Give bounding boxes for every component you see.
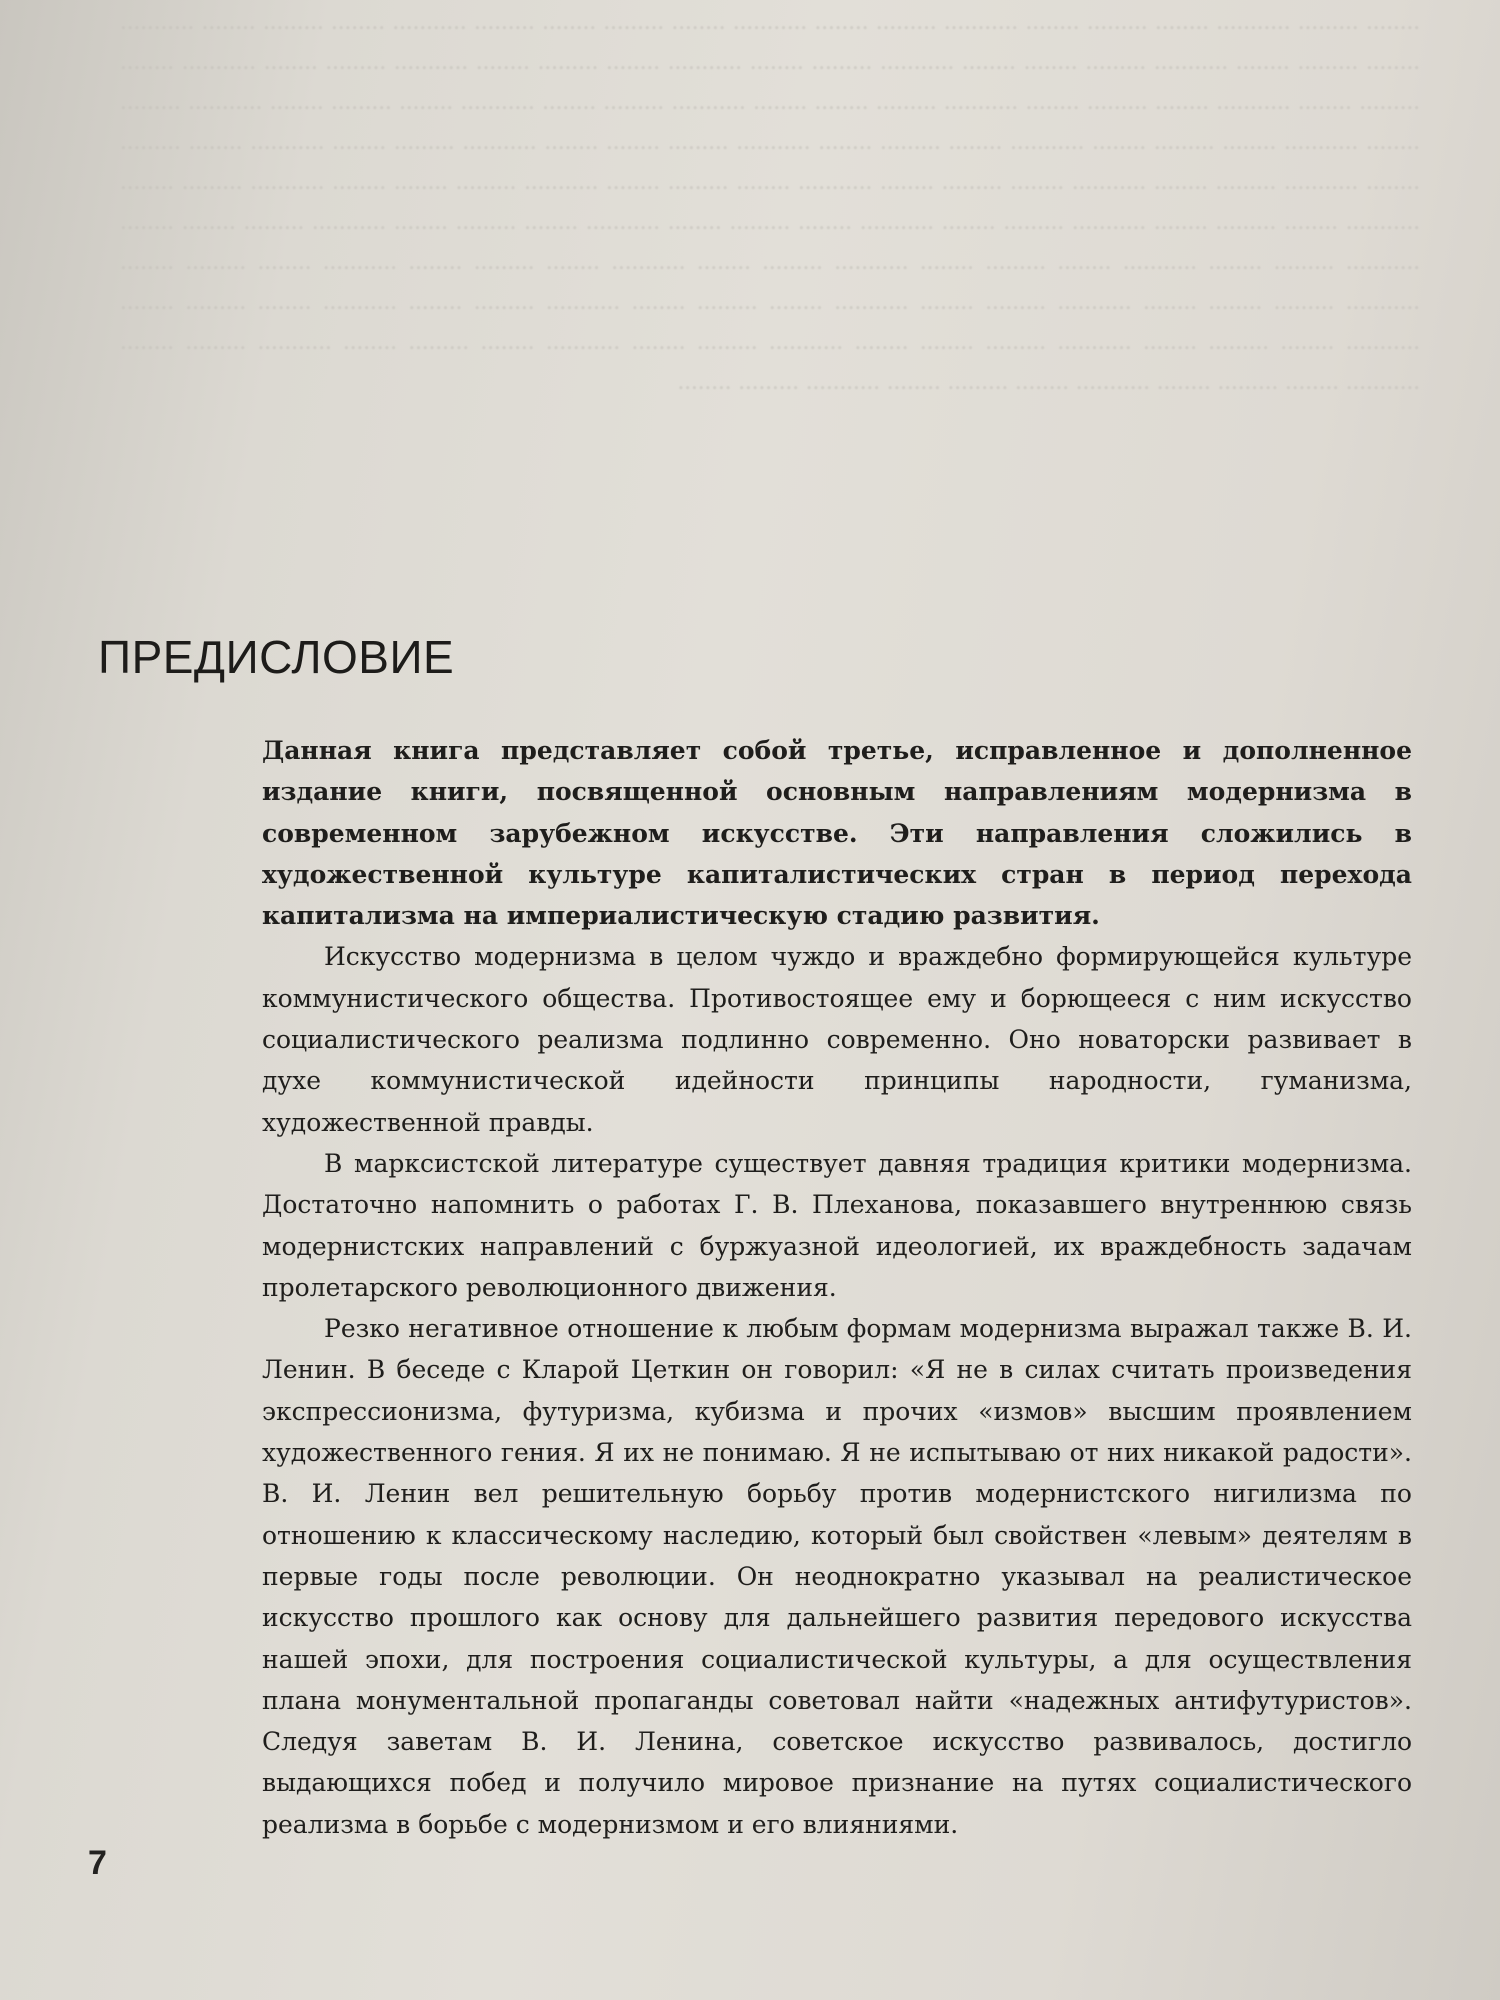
- paragraph-4: Резко негативное отношение к любым формам модернизма выражал также В. И. Ленин. В беседе с Кларой Цеткин он говорил: «Я не в силах считать произведения экспрессионизма, футуризма, кубизма и прочих «измов» высшим проявлением художественного гения. Я их не понимаю. Я не испытываю от них никакой радости». В. И. Ленин вел решительную борьбу против модернистского нигилизма по отношению к классическому наследию, который был свойствен «левым» деятелям в первые годы после революции. Он неоднократно указывал на реалистическое искусство прошлого как основу для дальнейшего развития передового искусства нашей эпохи, для построения социалистической культуры, а для осуществления плана монументальной пропаганды советовал найти «надежных антифутуристов». Следуя заветам В. И. Ленина, советское искусство развивалось, достигло выдающихся побед и получило мировое признание на путях социалистического реализма в борьбе с модернизмом и его влияниями.: [262, 1314, 1412, 1839]
- preface-body: [262, 730, 1412, 1845]
- page-number: 7: [88, 1844, 107, 1882]
- show-through-text-texture: ........ ......... ........... ........ ......... ........ ........... ......... ........ ........... ........ ......... ........ ......... ........... ........ ......... ........ ........... ........ ......... ........ ........... ......... ........ ........ ........... ......... ........ ........... ........ ......... ........ ........... ......... ........ ........... ........ ......... ........ ........... ........ ......... ........ ........... ......... ........ ........ ........... ......... ........ ........... ........ ......... ........ ........... ......... ........ ........... ........ ......... ........ ........... ........ ......... ........ ........... ......... ........ ........ ........... ......... ........ ........... ........ ......... ........ ........... ......... ........ ........... ........ ......... ........ ........... ........ ......... ........ ........... ......... ........ ........ ........... ......... ........ ........... ........ ......... ........ ........... ......... ........ ........... ........ ......... ........ ........... ........ ......... ........ ........... ......... ........ ........ ........... ......... ........ ........... ........ ......... ........ ........... ......... ........ ........... ........ ......... ........ ........... ........ ......... ........ ........... ......... ........ ........ ........... ......... ........ ........... ........ ......... ........ ........... ......... ........ ........... ........ ......... ........ ........... ........ ......... ........ ........... ......... ........ ........ ........... ......... ........ ........... ........ ......... ........ ........... ......... ........ ........... ........ ......... ........ ........... ........ ......... ........ ........... ......... ........: [120, 5, 1420, 395]
- paragraph-3: В марксистской литературе существует давняя традиция критики модернизма. Достаточно напомнить о работах Г. В. Плеханова, показавшего внутреннюю связь модернистских направлений с буржуазной идеологией, их враждебность задачам пролетарского революционного движения.: [262, 1148, 1412, 1302]
- paragraph-2: Искусство модернизма в целом чуждо и враждебно формирующейся культуре коммунистического общества. Противостоящее ему и борющееся с ним искусство социалистического реализма подлинно современно. Оно новаторски развивает в духе коммунистической идейности принципы народности, гуманизма, художественной правды.: [262, 942, 1412, 1137]
- paragraph-1: Данная книга представляет собой третье, исправленное и дополненное издание книги, посвященной основным направлениям модернизма в современном зарубежном искусстве. Эти направления сложились в художественной культуре капиталистических стран в период перехода капитализма на империалистическую стадию развития.: [262, 736, 1412, 931]
- section-heading: ПРЕДИСЛОВИЕ: [98, 631, 455, 683]
